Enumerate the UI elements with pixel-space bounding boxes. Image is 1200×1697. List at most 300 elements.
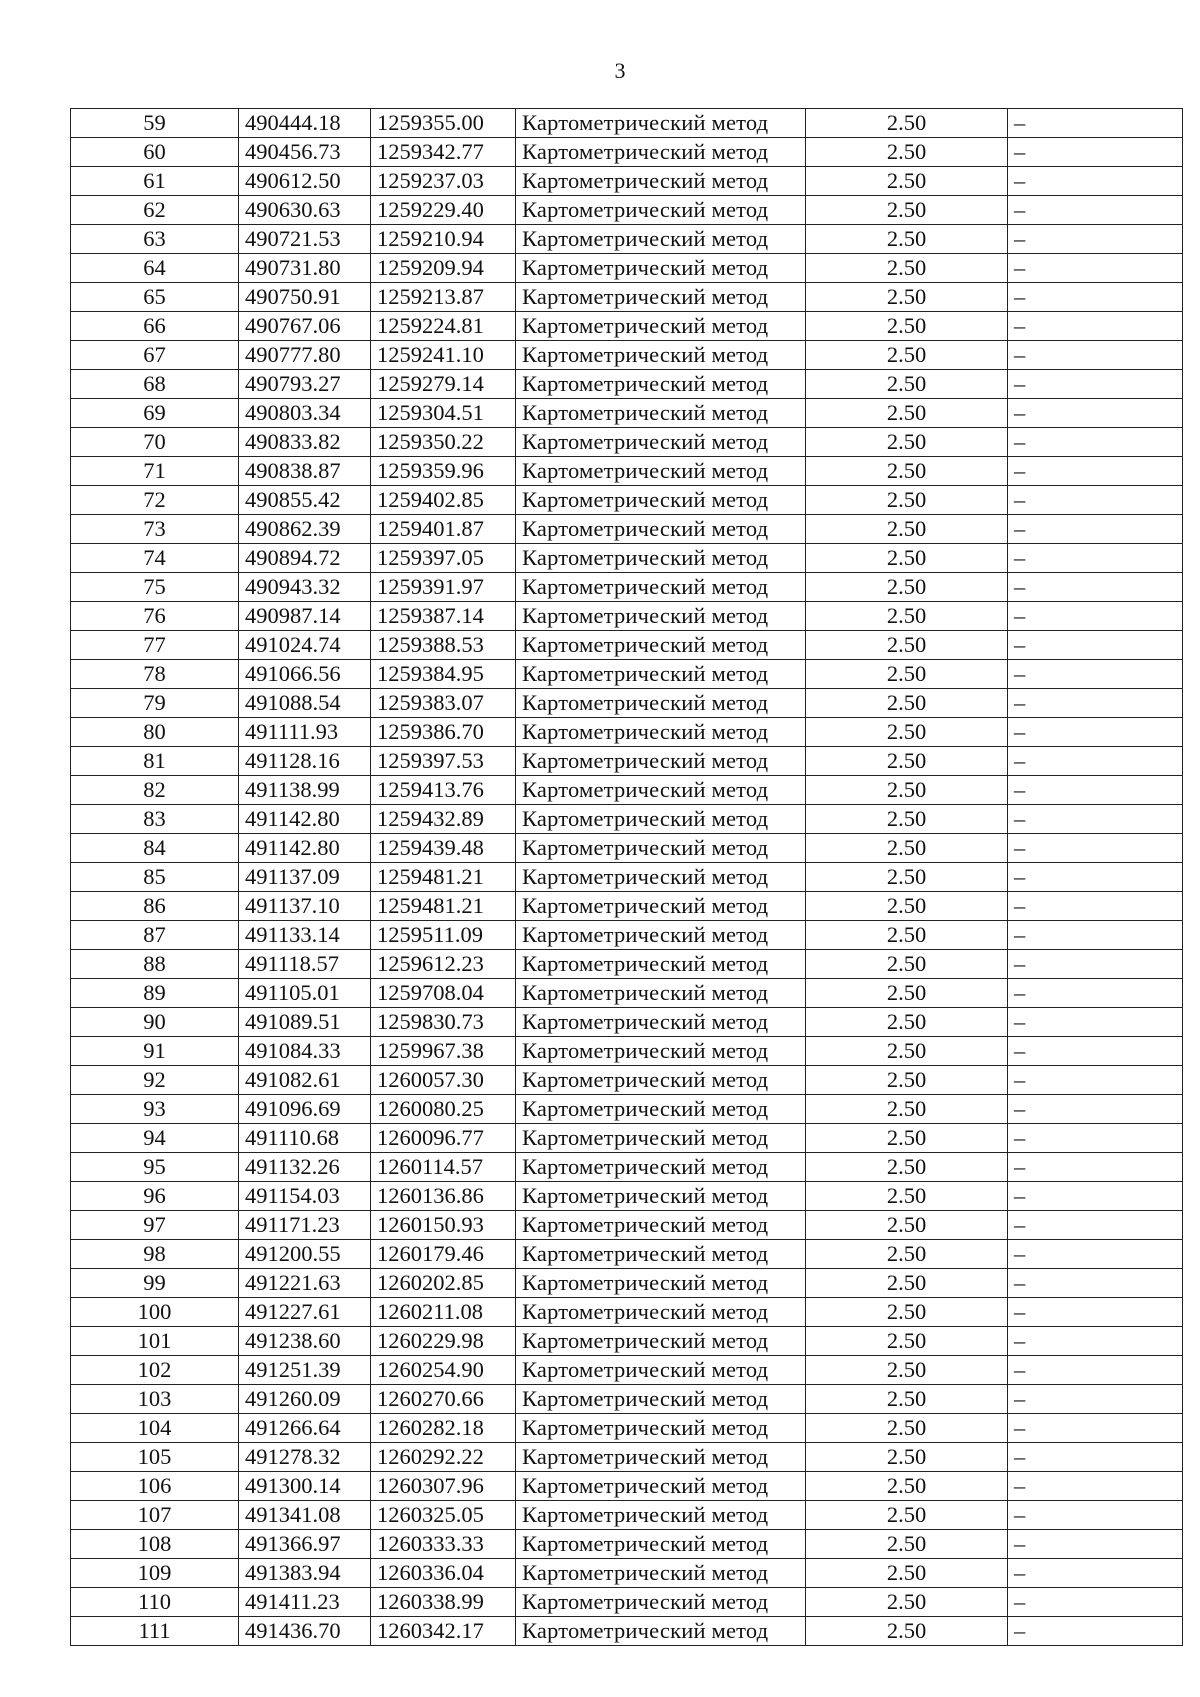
table-row (71, 457, 1183, 486)
y-coordinate-cell: 1259830.73 (371, 1008, 516, 1037)
point-number-cell: 84 (71, 834, 239, 863)
x-coordinate-cell: 490833.82 (239, 428, 371, 457)
description-cell: – (1008, 660, 1183, 689)
accuracy-cell: 2.50 (806, 1443, 1008, 1472)
accuracy-cell: 2.50 (806, 196, 1008, 225)
point-number-cell: 79 (71, 689, 239, 718)
y-coordinate-cell: 1260211.08 (371, 1298, 516, 1327)
table-row (71, 225, 1183, 254)
x-coordinate-cell: 491383.94 (239, 1559, 371, 1588)
x-coordinate-cell: 490894.72 (239, 544, 371, 573)
description-cell: – (1008, 1008, 1183, 1037)
x-coordinate-cell: 491066.56 (239, 660, 371, 689)
method-cell: Картометрический метод (516, 1124, 806, 1153)
description-cell: – (1008, 1240, 1183, 1269)
method-cell: Картометрический метод (516, 1559, 806, 1588)
table-row (71, 1414, 1183, 1443)
table-row (71, 1240, 1183, 1269)
table-row (71, 544, 1183, 573)
description-cell: – (1008, 1327, 1183, 1356)
method-cell: Картометрический метод (516, 631, 806, 660)
accuracy-cell: 2.50 (806, 1240, 1008, 1269)
accuracy-cell: 2.50 (806, 776, 1008, 805)
y-coordinate-cell: 1260080.25 (371, 1095, 516, 1124)
description-cell: – (1008, 1211, 1183, 1240)
description-cell: – (1008, 167, 1183, 196)
table-row (71, 399, 1183, 428)
method-cell: Картометрический метод (516, 1298, 806, 1327)
y-coordinate-cell: 1259210.94 (371, 225, 516, 254)
accuracy-cell: 2.50 (806, 486, 1008, 515)
point-number-cell: 86 (71, 892, 239, 921)
y-coordinate-cell: 1259209.94 (371, 254, 516, 283)
description-cell: – (1008, 950, 1183, 979)
method-cell: Картометрический метод (516, 660, 806, 689)
description-cell: – (1008, 979, 1183, 1008)
point-number-cell: 63 (71, 225, 239, 254)
description-cell: – (1008, 196, 1183, 225)
method-cell: Картометрический метод (516, 892, 806, 921)
x-coordinate-cell: 491137.10 (239, 892, 371, 921)
accuracy-cell: 2.50 (806, 515, 1008, 544)
point-number-cell: 68 (71, 370, 239, 399)
method-cell: Картометрический метод (516, 776, 806, 805)
accuracy-cell: 2.50 (806, 1037, 1008, 1066)
accuracy-cell: 2.50 (806, 138, 1008, 167)
x-coordinate-cell: 491266.64 (239, 1414, 371, 1443)
accuracy-cell: 2.50 (806, 225, 1008, 254)
accuracy-cell: 2.50 (806, 1559, 1008, 1588)
method-cell: Картометрический метод (516, 167, 806, 196)
point-number-cell: 81 (71, 747, 239, 776)
accuracy-cell: 2.50 (806, 1153, 1008, 1182)
accuracy-cell: 2.50 (806, 660, 1008, 689)
accuracy-cell: 2.50 (806, 1617, 1008, 1646)
x-coordinate-cell: 490630.63 (239, 196, 371, 225)
method-cell: Картометрический метод (516, 196, 806, 225)
x-coordinate-cell: 491411.23 (239, 1588, 371, 1617)
x-coordinate-cell: 491137.09 (239, 863, 371, 892)
accuracy-cell: 2.50 (806, 312, 1008, 341)
table-row (71, 979, 1183, 1008)
point-number-cell: 108 (71, 1530, 239, 1559)
table-row (71, 1124, 1183, 1153)
accuracy-cell: 2.50 (806, 979, 1008, 1008)
method-cell: Картометрический метод (516, 573, 806, 602)
y-coordinate-cell: 1259511.09 (371, 921, 516, 950)
x-coordinate-cell: 491278.32 (239, 1443, 371, 1472)
description-cell: – (1008, 109, 1183, 138)
x-coordinate-cell: 490721.53 (239, 225, 371, 254)
point-number-cell: 69 (71, 399, 239, 428)
x-coordinate-cell: 491436.70 (239, 1617, 371, 1646)
y-coordinate-cell: 1260282.18 (371, 1414, 516, 1443)
y-coordinate-cell: 1259413.76 (371, 776, 516, 805)
table-row (71, 1385, 1183, 1414)
y-coordinate-cell: 1260270.66 (371, 1385, 516, 1414)
accuracy-cell: 2.50 (806, 631, 1008, 660)
x-coordinate-cell: 491341.08 (239, 1501, 371, 1530)
x-coordinate-cell: 490793.27 (239, 370, 371, 399)
method-cell: Картометрический метод (516, 1211, 806, 1240)
point-number-cell: 78 (71, 660, 239, 689)
method-cell: Картометрический метод (516, 283, 806, 312)
description-cell: – (1008, 486, 1183, 515)
description-cell: – (1008, 341, 1183, 370)
x-coordinate-cell: 491142.80 (239, 805, 371, 834)
description-cell: – (1008, 1385, 1183, 1414)
y-coordinate-cell: 1259481.21 (371, 863, 516, 892)
table-row (71, 1617, 1183, 1646)
y-coordinate-cell: 1259397.53 (371, 747, 516, 776)
table-row (71, 1530, 1183, 1559)
description-cell: – (1008, 1501, 1183, 1530)
description-cell: – (1008, 602, 1183, 631)
x-coordinate-cell: 491260.09 (239, 1385, 371, 1414)
x-coordinate-cell: 491200.55 (239, 1240, 371, 1269)
table-row (71, 1269, 1183, 1298)
point-number-cell: 95 (71, 1153, 239, 1182)
point-number-cell: 111 (71, 1617, 239, 1646)
accuracy-cell: 2.50 (806, 109, 1008, 138)
description-cell: – (1008, 283, 1183, 312)
method-cell: Картометрический метод (516, 515, 806, 544)
point-number-cell: 103 (71, 1385, 239, 1414)
description-cell: – (1008, 863, 1183, 892)
accuracy-cell: 2.50 (806, 1385, 1008, 1414)
point-number-cell: 102 (71, 1356, 239, 1385)
method-cell: Картометрический метод (516, 109, 806, 138)
point-number-cell: 66 (71, 312, 239, 341)
description-cell: – (1008, 457, 1183, 486)
point-number-cell: 70 (71, 428, 239, 457)
table-row (71, 834, 1183, 863)
method-cell: Картометрический метод (516, 1472, 806, 1501)
coordinates-table-body (71, 109, 1183, 1646)
method-cell: Картометрический метод (516, 718, 806, 747)
y-coordinate-cell: 1259279.14 (371, 370, 516, 399)
coordinates-table (70, 108, 1183, 1646)
method-cell: Картометрический метод (516, 1037, 806, 1066)
point-number-cell: 82 (71, 776, 239, 805)
y-coordinate-cell: 1260179.46 (371, 1240, 516, 1269)
x-coordinate-cell: 490777.80 (239, 341, 371, 370)
method-cell: Картометрический метод (516, 486, 806, 515)
description-cell: – (1008, 1298, 1183, 1327)
table-row (71, 254, 1183, 283)
x-coordinate-cell: 491024.74 (239, 631, 371, 660)
description-cell: – (1008, 631, 1183, 660)
x-coordinate-cell: 490862.39 (239, 515, 371, 544)
accuracy-cell: 2.50 (806, 1298, 1008, 1327)
x-coordinate-cell: 490987.14 (239, 602, 371, 631)
table-row (71, 312, 1183, 341)
description-cell: – (1008, 225, 1183, 254)
y-coordinate-cell: 1259355.00 (371, 109, 516, 138)
table-row (71, 109, 1183, 138)
description-cell: – (1008, 515, 1183, 544)
point-number-cell: 67 (71, 341, 239, 370)
accuracy-cell: 2.50 (806, 399, 1008, 428)
y-coordinate-cell: 1259241.10 (371, 341, 516, 370)
point-number-cell: 105 (71, 1443, 239, 1472)
y-coordinate-cell: 1259967.38 (371, 1037, 516, 1066)
x-coordinate-cell: 491089.51 (239, 1008, 371, 1037)
y-coordinate-cell: 1259432.89 (371, 805, 516, 834)
point-number-cell: 87 (71, 921, 239, 950)
x-coordinate-cell: 491138.99 (239, 776, 371, 805)
x-coordinate-cell: 491132.26 (239, 1153, 371, 1182)
table-row (71, 805, 1183, 834)
table-row (71, 138, 1183, 167)
point-number-cell: 83 (71, 805, 239, 834)
table-row (71, 950, 1183, 979)
table-row (71, 428, 1183, 457)
method-cell: Картометрический метод (516, 1182, 806, 1211)
accuracy-cell: 2.50 (806, 921, 1008, 950)
description-cell: – (1008, 399, 1183, 428)
description-cell: – (1008, 544, 1183, 573)
accuracy-cell: 2.50 (806, 1356, 1008, 1385)
table-row (71, 718, 1183, 747)
table-row (71, 1472, 1183, 1501)
table-row (71, 1095, 1183, 1124)
point-number-cell: 96 (71, 1182, 239, 1211)
description-cell: – (1008, 1472, 1183, 1501)
point-number-cell: 94 (71, 1124, 239, 1153)
method-cell: Картометрический метод (516, 1095, 806, 1124)
point-number-cell: 109 (71, 1559, 239, 1588)
table-row (71, 196, 1183, 225)
table-row (71, 1008, 1183, 1037)
accuracy-cell: 2.50 (806, 689, 1008, 718)
method-cell: Картометрический метод (516, 1240, 806, 1269)
method-cell: Картометрический метод (516, 1327, 806, 1356)
accuracy-cell: 2.50 (806, 167, 1008, 196)
point-number-cell: 98 (71, 1240, 239, 1269)
method-cell: Картометрический метод (516, 1443, 806, 1472)
method-cell: Картометрический метод (516, 1414, 806, 1443)
y-coordinate-cell: 1260136.86 (371, 1182, 516, 1211)
y-coordinate-cell: 1260336.04 (371, 1559, 516, 1588)
point-number-cell: 61 (71, 167, 239, 196)
point-number-cell: 64 (71, 254, 239, 283)
description-cell: – (1008, 312, 1183, 341)
description-cell: – (1008, 254, 1183, 283)
accuracy-cell: 2.50 (806, 805, 1008, 834)
table-row (71, 602, 1183, 631)
accuracy-cell: 2.50 (806, 1008, 1008, 1037)
description-cell: – (1008, 1037, 1183, 1066)
y-coordinate-cell: 1259383.07 (371, 689, 516, 718)
point-number-cell: 107 (71, 1501, 239, 1530)
point-number-cell: 80 (71, 718, 239, 747)
x-coordinate-cell: 491227.61 (239, 1298, 371, 1327)
accuracy-cell: 2.50 (806, 1269, 1008, 1298)
description-cell: – (1008, 892, 1183, 921)
description-cell: – (1008, 1095, 1183, 1124)
table-row (71, 1037, 1183, 1066)
point-number-cell: 85 (71, 863, 239, 892)
point-number-cell: 99 (71, 1269, 239, 1298)
description-cell: – (1008, 1530, 1183, 1559)
x-coordinate-cell: 491096.69 (239, 1095, 371, 1124)
table-row (71, 863, 1183, 892)
description-cell: – (1008, 1588, 1183, 1617)
y-coordinate-cell: 1259612.23 (371, 950, 516, 979)
table-row (71, 167, 1183, 196)
y-coordinate-cell: 1259224.81 (371, 312, 516, 341)
y-coordinate-cell: 1260333.33 (371, 1530, 516, 1559)
accuracy-cell: 2.50 (806, 1530, 1008, 1559)
accuracy-cell: 2.50 (806, 1327, 1008, 1356)
description-cell: – (1008, 1617, 1183, 1646)
x-coordinate-cell: 490943.32 (239, 573, 371, 602)
accuracy-cell: 2.50 (806, 428, 1008, 457)
x-coordinate-cell: 491118.57 (239, 950, 371, 979)
x-coordinate-cell: 491238.60 (239, 1327, 371, 1356)
point-number-cell: 89 (71, 979, 239, 1008)
y-coordinate-cell: 1260057.30 (371, 1066, 516, 1095)
description-cell: – (1008, 747, 1183, 776)
method-cell: Картометрический метод (516, 602, 806, 631)
method-cell: Картометрический метод (516, 1385, 806, 1414)
method-cell: Картометрический метод (516, 399, 806, 428)
point-number-cell: 100 (71, 1298, 239, 1327)
method-cell: Картометрический метод (516, 428, 806, 457)
accuracy-cell: 2.50 (806, 341, 1008, 370)
x-coordinate-cell: 491171.23 (239, 1211, 371, 1240)
accuracy-cell: 2.50 (806, 544, 1008, 573)
accuracy-cell: 2.50 (806, 602, 1008, 631)
method-cell: Картометрический метод (516, 1588, 806, 1617)
description-cell: – (1008, 1269, 1183, 1298)
y-coordinate-cell: 1260254.90 (371, 1356, 516, 1385)
method-cell: Картометрический метод (516, 138, 806, 167)
x-coordinate-cell: 490767.06 (239, 312, 371, 341)
y-coordinate-cell: 1259213.87 (371, 283, 516, 312)
description-cell: – (1008, 1153, 1183, 1182)
point-number-cell: 91 (71, 1037, 239, 1066)
y-coordinate-cell: 1260342.17 (371, 1617, 516, 1646)
description-cell: – (1008, 1356, 1183, 1385)
accuracy-cell: 2.50 (806, 950, 1008, 979)
point-number-cell: 77 (71, 631, 239, 660)
x-coordinate-cell: 491154.03 (239, 1182, 371, 1211)
method-cell: Картометрический метод (516, 950, 806, 979)
method-cell: Картометрический метод (516, 921, 806, 950)
table-row (71, 573, 1183, 602)
accuracy-cell: 2.50 (806, 1588, 1008, 1617)
method-cell: Картометрический метод (516, 1153, 806, 1182)
accuracy-cell: 2.50 (806, 1095, 1008, 1124)
description-cell: – (1008, 776, 1183, 805)
method-cell: Картометрический метод (516, 1356, 806, 1385)
method-cell: Картометрический метод (516, 1066, 806, 1095)
point-number-cell: 97 (71, 1211, 239, 1240)
accuracy-cell: 2.50 (806, 834, 1008, 863)
method-cell: Картометрический метод (516, 457, 806, 486)
y-coordinate-cell: 1259304.51 (371, 399, 516, 428)
description-cell: – (1008, 805, 1183, 834)
method-cell: Картометрический метод (516, 747, 806, 776)
point-number-cell: 72 (71, 486, 239, 515)
x-coordinate-cell: 491082.61 (239, 1066, 371, 1095)
point-number-cell: 71 (71, 457, 239, 486)
y-coordinate-cell: 1259386.70 (371, 718, 516, 747)
table-row (71, 283, 1183, 312)
description-cell: – (1008, 370, 1183, 399)
point-number-cell: 106 (71, 1472, 239, 1501)
description-cell: – (1008, 689, 1183, 718)
method-cell: Картометрический метод (516, 1501, 806, 1530)
y-coordinate-cell: 1259229.40 (371, 196, 516, 225)
table-row (71, 747, 1183, 776)
accuracy-cell: 2.50 (806, 370, 1008, 399)
table-row (71, 486, 1183, 515)
description-cell: – (1008, 1066, 1183, 1095)
method-cell: Картометрический метод (516, 863, 806, 892)
accuracy-cell: 2.50 (806, 1066, 1008, 1095)
point-number-cell: 110 (71, 1588, 239, 1617)
table-row (71, 1153, 1183, 1182)
point-number-cell: 76 (71, 602, 239, 631)
y-coordinate-cell: 1260292.22 (371, 1443, 516, 1472)
table-row (71, 1182, 1183, 1211)
y-coordinate-cell: 1260325.05 (371, 1501, 516, 1530)
y-coordinate-cell: 1259387.14 (371, 602, 516, 631)
method-cell: Картометрический метод (516, 1008, 806, 1037)
description-cell: – (1008, 1414, 1183, 1443)
point-number-cell: 101 (71, 1327, 239, 1356)
accuracy-cell: 2.50 (806, 254, 1008, 283)
y-coordinate-cell: 1259391.97 (371, 573, 516, 602)
x-coordinate-cell: 491105.01 (239, 979, 371, 1008)
point-number-cell: 92 (71, 1066, 239, 1095)
accuracy-cell: 2.50 (806, 1211, 1008, 1240)
description-cell: – (1008, 138, 1183, 167)
method-cell: Картометрический метод (516, 689, 806, 718)
y-coordinate-cell: 1260307.96 (371, 1472, 516, 1501)
x-coordinate-cell: 490803.34 (239, 399, 371, 428)
y-coordinate-cell: 1260338.99 (371, 1588, 516, 1617)
method-cell: Картометрический метод (516, 1269, 806, 1298)
method-cell: Картометрический метод (516, 312, 806, 341)
x-coordinate-cell: 490855.42 (239, 486, 371, 515)
y-coordinate-cell: 1260114.57 (371, 1153, 516, 1182)
y-coordinate-cell: 1259402.85 (371, 486, 516, 515)
method-cell: Картометрический метод (516, 1530, 806, 1559)
description-cell: – (1008, 1124, 1183, 1153)
x-coordinate-cell: 491251.39 (239, 1356, 371, 1385)
accuracy-cell: 2.50 (806, 283, 1008, 312)
table-row (71, 1588, 1183, 1617)
table-row (71, 1211, 1183, 1240)
table-row (71, 341, 1183, 370)
x-coordinate-cell: 491366.97 (239, 1530, 371, 1559)
description-cell: – (1008, 718, 1183, 747)
table-row (71, 1298, 1183, 1327)
point-number-cell: 59 (71, 109, 239, 138)
x-coordinate-cell: 491142.80 (239, 834, 371, 863)
accuracy-cell: 2.50 (806, 1472, 1008, 1501)
table-row (71, 1501, 1183, 1530)
table-row (71, 1356, 1183, 1385)
description-cell: – (1008, 1182, 1183, 1211)
accuracy-cell: 2.50 (806, 718, 1008, 747)
x-coordinate-cell: 491088.54 (239, 689, 371, 718)
method-cell: Картометрический метод (516, 805, 806, 834)
